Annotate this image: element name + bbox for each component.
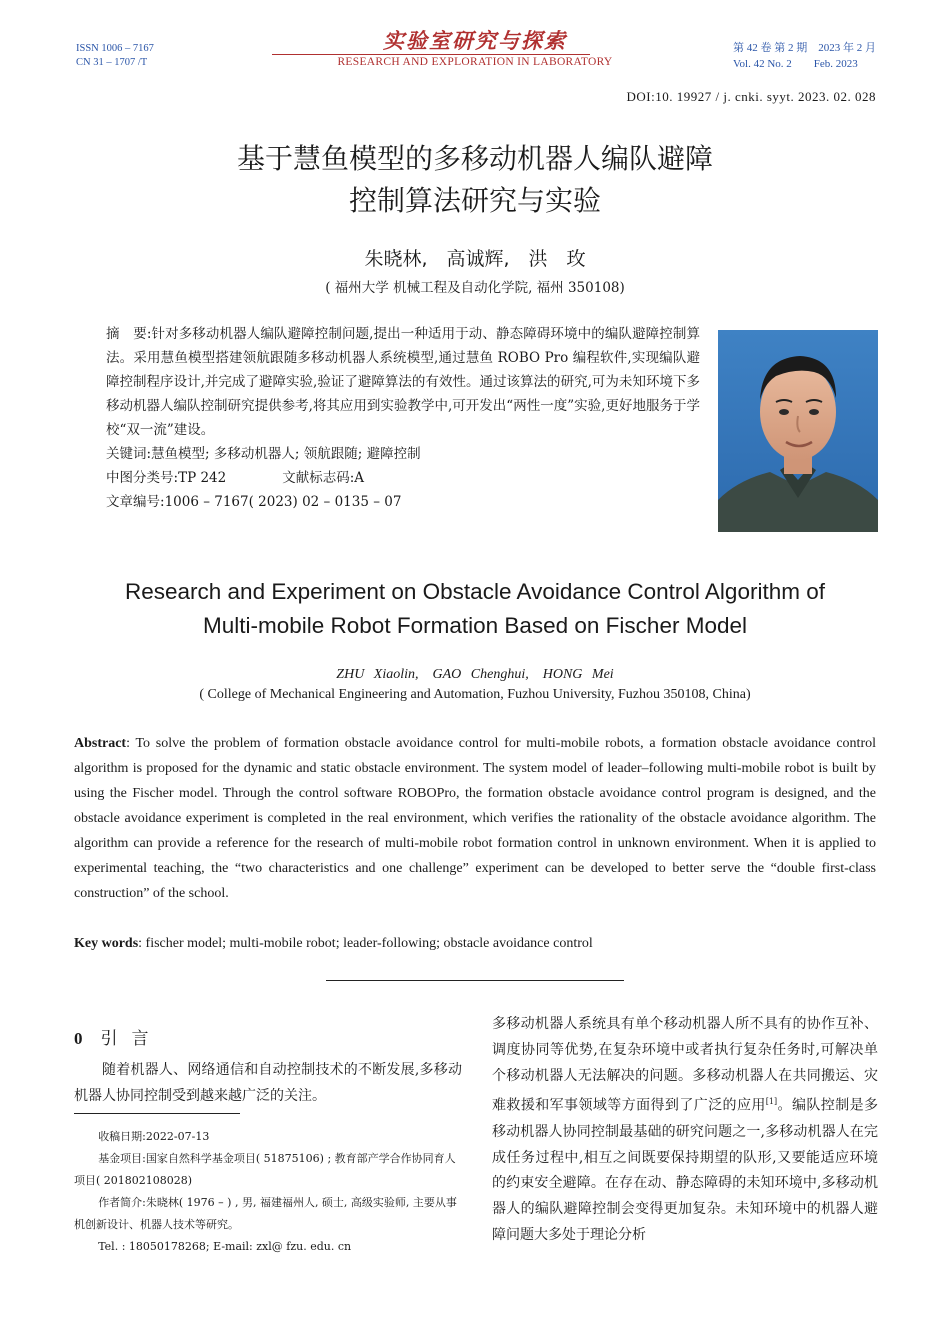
title-cn-line1: 基于慧鱼模型的多移动机器人编队避障 bbox=[236, 142, 713, 175]
right-column-text-part1: 多移动机器人系统具有单个移动机器人所不具有的协作互补、调度协同等优势,在复杂环境中或者执行复杂任务时,可解决单个移动机器人无法解决的问题。多移动机器人在共同搬运、灾难救援和军事领域等方面得到了广泛的应用 bbox=[492, 1016, 878, 1115]
classification-line bbox=[106, 466, 700, 490]
article-number-line bbox=[106, 490, 700, 514]
keywords-en bbox=[74, 931, 876, 956]
abstract-en bbox=[74, 731, 876, 906]
article-no-label: 文章编号: bbox=[106, 494, 165, 510]
issue-info bbox=[733, 40, 876, 72]
clc-label: 中图分类号: bbox=[106, 470, 179, 486]
abstract-en-label: Abstract bbox=[74, 736, 127, 751]
abstract-cn-label: 摘 要: bbox=[106, 326, 152, 342]
keywords-cn bbox=[106, 442, 700, 466]
doi: DOI:10. 19927 / j. cnki. syyt. 2023. 02. 028 bbox=[626, 89, 876, 104]
affiliation-en: ( College of Mechanical Engineering and Automation, Fuzhou University, Fuzhou 350108, China) bbox=[199, 687, 751, 702]
issn: ISSN 1006 – 7167 bbox=[76, 43, 154, 54]
author-portrait-image bbox=[718, 330, 878, 532]
keywords-cn-text: 慧鱼模型; 多移动机器人; 领航跟随; 避障控制 bbox=[151, 446, 421, 462]
abstract-cn-paragraph bbox=[106, 322, 700, 442]
affiliation-cn: ( 福州大学 机械工程及自动化学院, 福州 350108) bbox=[325, 280, 625, 296]
right-column-text-part2: 。编队控制是多移动机器人协同控制最基础的研究问题之一,多移动机器人在完成任务过程中,相互之间既要保持期望的队形,又要能适应环境的约束安全避障。在存在动、静态障碍的未知环境中,多移动机器人的编队避障控制会变得更加复杂。未知环境中的机器人避障问题大多处于理论分析 bbox=[492, 1098, 879, 1244]
footnote-funding: 基金项目:国家自然科学基金项目( 51875106) ; 教育部产学合作协同育人项目( 201802108028) bbox=[74, 1152, 456, 1187]
section-divider bbox=[326, 980, 624, 981]
doc-code-label: 文献标志码: bbox=[282, 470, 355, 486]
section-heading-intro bbox=[74, 1024, 163, 1049]
title-en-line2: Multi-mobile Robot Formation Based on Fischer Model bbox=[203, 613, 747, 638]
footnote-rule bbox=[74, 1113, 240, 1114]
abstract-cn-text: 针对多移动机器人编队避障控制问题,提出一种适用于动、静态障碍环境中的编队避障控制算法。采用慧鱼模型搭建领航跟随多移动机器人系统模型,通过慧鱼 ROBO Pro 编程软件,实现编队避障控制程序设计,并完成了避障实验,验证了避障算法的有效性。通过该算法的研究,可为未知环境下多移动机器人编队控制研究提供参考,将其应用到实验教学中,可开发出“两性一度”实验,更好地服务于学校“双一流”建设。 bbox=[106, 326, 700, 438]
masthead-rule bbox=[272, 54, 590, 55]
issue-cn: 第 42 卷 第 2 期 2023 年 2 月 bbox=[733, 42, 876, 54]
keywords-en-text: : fischer model; multi-mobile robot; leader-following; obstacle avoidance control bbox=[138, 936, 593, 951]
article-no-value: 1006 – 7167( 2023) 02 – 0135 – 07 bbox=[164, 494, 402, 510]
keywords-en-label: Key words bbox=[74, 936, 139, 951]
footnote-author-bio: 作者简介:朱晓林( 1976 – ) , 男, 福建福州人, 硕士, 高级实验师, 主要从事机创新设计、机器人技术等研究。 bbox=[74, 1196, 457, 1231]
cn-number: CN 31 – 1707 /T bbox=[76, 57, 148, 68]
paper-title-en bbox=[0, 575, 950, 643]
journal-name-en: RESEARCH AND EXPLORATION IN LABORATORY bbox=[337, 56, 613, 68]
title-en-line1: Research and Experiment on Obstacle Avoidance Control Algorithm of bbox=[125, 579, 825, 604]
authors-en: ZHU Xiaolin, GAO Chenghui, HONG Mei bbox=[336, 667, 614, 682]
issue-en: Vol. 42 No. 2 Feb. 2023 bbox=[733, 58, 858, 70]
abstract-cn bbox=[106, 322, 700, 514]
paper-title-cn bbox=[0, 138, 950, 222]
footnote-contact: Tel. : 18050178268; E-mail: zxl@ fzu. edu. cn bbox=[98, 1240, 352, 1253]
section-title: 引言 bbox=[100, 1029, 163, 1049]
doc-code-value: A bbox=[354, 470, 365, 486]
journal-name-cn: 实验室研究与探索 bbox=[383, 28, 567, 53]
footnote-received: 收稿日期:2022-07-13 bbox=[98, 1130, 210, 1143]
keywords-cn-label: 关键词: bbox=[106, 446, 152, 462]
citation-ref: [1] bbox=[765, 1097, 778, 1107]
intro-paragraph: 随着机器人、网络通信和自动控制技术的不断发展,多移动机器人协同控制受到越来越广泛的关注。 bbox=[74, 1062, 462, 1104]
footnotes bbox=[74, 1126, 462, 1258]
title-cn-line2: 控制算法研究与实验 bbox=[348, 184, 601, 217]
authors-cn: 朱晓林, 高诚辉, 洪 玫 bbox=[364, 248, 586, 270]
clc-value: TP 242 bbox=[178, 470, 227, 486]
author-photo bbox=[718, 330, 878, 532]
section-number: 0 bbox=[74, 1029, 83, 1048]
right-column-text bbox=[492, 1012, 878, 1249]
abstract-en-text: : To solve the problem of formation obstacle avoidance control for multi-mobile robots, a formation obstacle avoidance control algorithm is proposed for the dynamic and static obstacle environment. The system model of leader–following multi-mobile robot is built by using the Fischer model. Through the control software ROBOPro, the formation obstacle avoidance control program is designed, and the obstacle avoidance experiment is completed in the real environment, which verifies the rationality of the obstacle avoidance algorithm. The algorithm can provide a reference for the research of multi-mobile robot formation control in unknown environment. When it is applied to experimental teaching, the “two characteristics and one challenge” experiment can be developed to better serve the “double first-class construction” of the school. bbox=[74, 736, 876, 901]
